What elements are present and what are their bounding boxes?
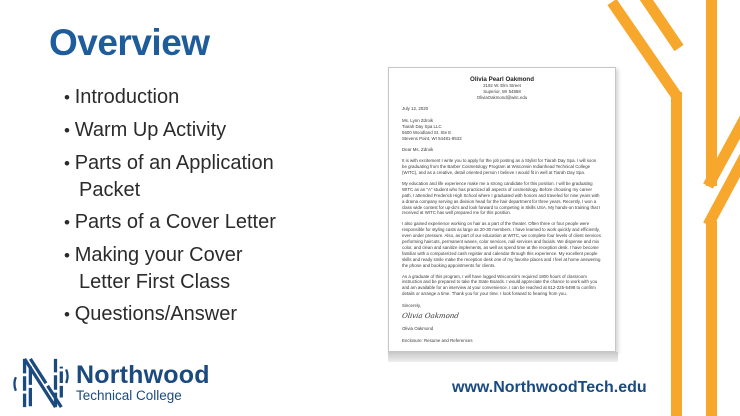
letter-salutation: Dear Ms. Zdroik	[402, 147, 434, 153]
letter-signature-name: Olivia Oakmond	[402, 326, 434, 331]
cover-letter-image	[388, 67, 618, 362]
bullet-item: • Introduction	[64, 84, 284, 111]
bullet-item: • Parts of an Application Packet	[64, 150, 284, 203]
northwood-wordmark: Northwood	[76, 361, 210, 389]
letter-sender-email: OliviaOakmond@witc.edu	[476, 94, 528, 100]
northwood-wordmark-group	[76, 363, 210, 403]
agenda-list	[64, 84, 284, 334]
letter-date: July 12, 2020	[402, 106, 429, 112]
slide-title: Overview	[49, 22, 210, 63]
bullet-item: • Making your Cover Letter First Class	[64, 242, 284, 295]
northwood-subtitle: Technical College	[76, 388, 182, 403]
recipient-line: 5600 Woodland St. Ste E	[402, 129, 452, 135]
bullet-item: • Questions/Answer	[64, 301, 284, 328]
letter-page	[388, 67, 616, 352]
letter-image-bottom-edge	[388, 352, 618, 362]
letter-paragraph: My education and life experience make me a strong candidate for this position. I will be graduating WITC as an "A" student who has practiced all aspects of cosmetology. Before choosing my career path, I attended Frederick High School where I graduated with honors and traveled for nine years with a drama company serving as division head for the hair department for three years. Recently, I won a class wide contest for up-do's and look forward to competing in Skills USA. My hands-on training that I received at WITC has well prepared me for this position.	[402, 180, 601, 216]
letter-signature-script: Olivia Oakmond	[401, 312, 460, 320]
footer-url: www.NorthwoodTech.edu	[452, 379, 647, 396]
recipient-line: Ms. Lynn Zdroik	[402, 118, 434, 124]
recipient-line: Tiarah Day Spa LLC	[402, 123, 442, 129]
letter-sender-city: Superior, WI 54868	[483, 88, 521, 94]
bullet-item: • Parts of a Cover Letter	[64, 209, 284, 236]
recipient-line: Stevens Point, WI 54481-9533	[402, 135, 462, 141]
letter-paragraph: As a graduate of this program, I will have logged Wisconsin's required 1800 hours of classroom instruction and be prepared to take the State Boards. I would appreciate the chance to work with you and am available for an interview at your convenience. I can be reached at 612-225-5498 to confirm details or arrange a time. Thank you for your time. I look forward to hearing from you.	[402, 273, 598, 297]
letter-recipient-block	[402, 118, 602, 141]
letter-sender-name: Olivia Pearl Oakmond	[470, 76, 534, 83]
letter-paragraph: It is with excitement I write you to apply for the job posting as a Stylist for Tiarah Day Spa. I will soon be graduating from the Barber Cosmetology Program at Wisconsin Indianhead Technical College (WITC), and as a creative, detail oriented person I believe I would fit in well at Tiarah Day Spa.	[402, 158, 597, 175]
letter-sender-street: 2192 W. Elm Street	[483, 83, 521, 88]
northwood-n-branches-icon	[12, 354, 70, 412]
northwood-logo	[12, 354, 210, 412]
letter-header	[402, 76, 602, 100]
letter-closing: Sincerely,	[402, 303, 421, 309]
letter-paragraph: I also gained experience working on hair as a part of the theater. Often three or four people were responsible for styling casts as large as 20-30 members. I have learned to work quickly and efficiently, even under pressure. Also, as part of our education at WITC, we complete four levels of client services performing haircuts, permanent waves, color services, nail services and facials. We dispense and mix color, and clean and sanitize implements, as well as spend time at the reception desk. I have become familiar with a computerized cash register and calendar through this experience. My excellent people skills and ready smile make the reception desk one of my favorite places and I feel at home answering the phone and booking appointments for clients.	[402, 221, 601, 268]
bullet-item: • Warm Up Activity	[64, 117, 284, 144]
letter-enclosure: Enclosure: Resume and References	[402, 337, 473, 343]
